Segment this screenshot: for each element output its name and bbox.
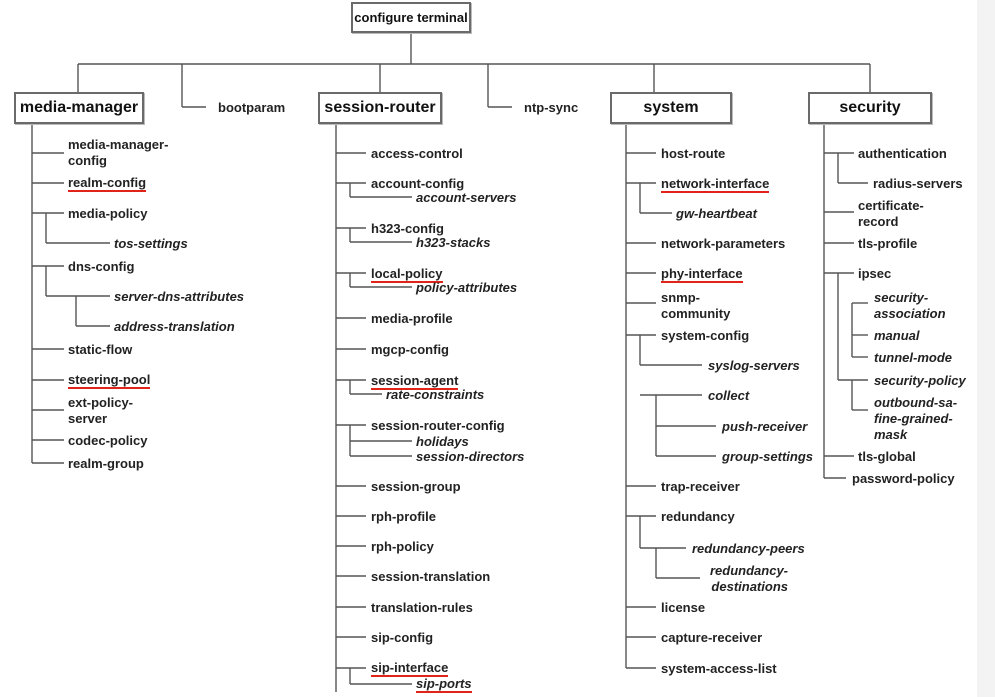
node-session-router: session-router [318,92,442,124]
node-h323-config: h323-config [371,221,444,236]
node-session-agent: session-agent [371,373,459,388]
node-rate-constraints: rate-constraints [386,387,485,402]
node-certificate-record-line1: certificate- [858,198,924,213]
node-network-parameters: network-parameters [661,236,786,251]
node-mgcp-config: mgcp-config [371,342,449,357]
node-rph-profile: rph-profile [371,509,436,524]
node-local-policy: local-policy [371,266,443,281]
node-certificate-record-line2: record [858,214,899,229]
node-manual: manual [874,328,920,343]
node-capture-receiver: capture-receiver [661,630,763,645]
node-tos-settings: tos-settings [114,236,188,251]
node-server-dns-attributes: server-dns-attributes [114,289,245,304]
node-push-receiver: push-receiver [722,419,808,434]
node-sip-interface: sip-interface [371,660,449,675]
node-outbound-sa-line1: outbound-sa- [874,395,958,410]
node-session-translation: session-translation [371,569,491,584]
node-system: system [610,92,732,124]
node-tls-global: tls-global [858,449,916,464]
node-sip-config: sip-config [371,630,434,645]
node-syslog-servers: syslog-servers [708,358,800,373]
node-static-flow: static-flow [68,342,133,357]
node-ntp-sync: ntp-sync [524,100,579,115]
node-media-manager-config-line1: media-manager- [68,137,169,152]
node-security-association-line2: association [874,306,946,321]
node-media-manager-config-line2: config [68,153,107,168]
node-security: security [808,92,932,124]
node-policy-attributes: policy-attributes [416,280,518,295]
node-ext-policy-server-line1: ext-policy- [68,395,134,410]
node-media-manager: media-manager [14,92,144,124]
node-h323-stacks: h323-stacks [416,235,491,250]
node-realm-group: realm-group [68,456,144,471]
node-steering-pool: steering-pool [68,372,151,387]
node-bootparam: bootparam [218,100,286,115]
node-sip-ports: sip-ports [416,676,472,691]
node-redundancy: redundancy [661,509,735,524]
node-account-config: account-config [371,176,465,191]
node-snmp-community-line2: community [661,306,731,321]
node-collect: collect [708,388,750,403]
node-phy-interface: phy-interface [661,266,743,281]
node-system-config: system-config [661,328,750,343]
node-authentication: authentication [858,146,947,161]
node-snmp-community-line1: snmp- [661,290,700,305]
node-media-policy: media-policy [68,206,148,221]
node-access-control: access-control [371,146,463,161]
node-realm-config: realm-config [68,175,147,190]
node-session-router-config: session-router-config [371,418,505,433]
node-license: license [661,600,706,615]
node-codec-policy: codec-policy [68,433,148,448]
node-network-interface: network-interface [661,176,770,191]
node-redundancy-destinations-line2: destinations [711,579,788,594]
node-security-association-line1: security- [874,290,929,305]
node-redundancy-destinations-line1: redundancy- [709,563,788,578]
node-session-group: session-group [371,479,461,494]
node-ext-policy-server-line2: server [68,411,108,426]
root-node-configure-terminal: configure terminal [351,2,471,33]
node-tunnel-mode: tunnel-mode [874,350,952,365]
node-redundancy-peers: redundancy-peers [692,541,805,556]
node-outbound-sa-line3: mask [874,427,908,442]
node-group-settings: group-settings [722,449,813,464]
node-host-route: host-route [661,146,726,161]
node-dns-config: dns-config [68,259,135,274]
node-media-profile: media-profile [371,311,453,326]
node-ipsec: ipsec [858,266,892,281]
node-gw-heartbeat: gw-heartbeat [676,206,757,221]
node-password-policy: password-policy [852,471,955,486]
node-address-translation: address-translation [114,319,235,334]
node-account-servers: account-servers [416,190,517,205]
node-translation-rules: translation-rules [371,600,473,615]
node-holidays: holidays [416,434,469,449]
node-outbound-sa-line2: fine-grained- [874,411,953,426]
node-trap-receiver: trap-receiver [661,479,740,494]
node-rph-policy: rph-policy [371,539,434,554]
node-security-policy: security-policy [874,373,966,388]
node-system-access-list: system-access-list [661,661,777,676]
node-session-directors: session-directors [416,449,525,464]
node-radius-servers: radius-servers [873,176,963,191]
node-tls-profile: tls-profile [858,236,918,251]
